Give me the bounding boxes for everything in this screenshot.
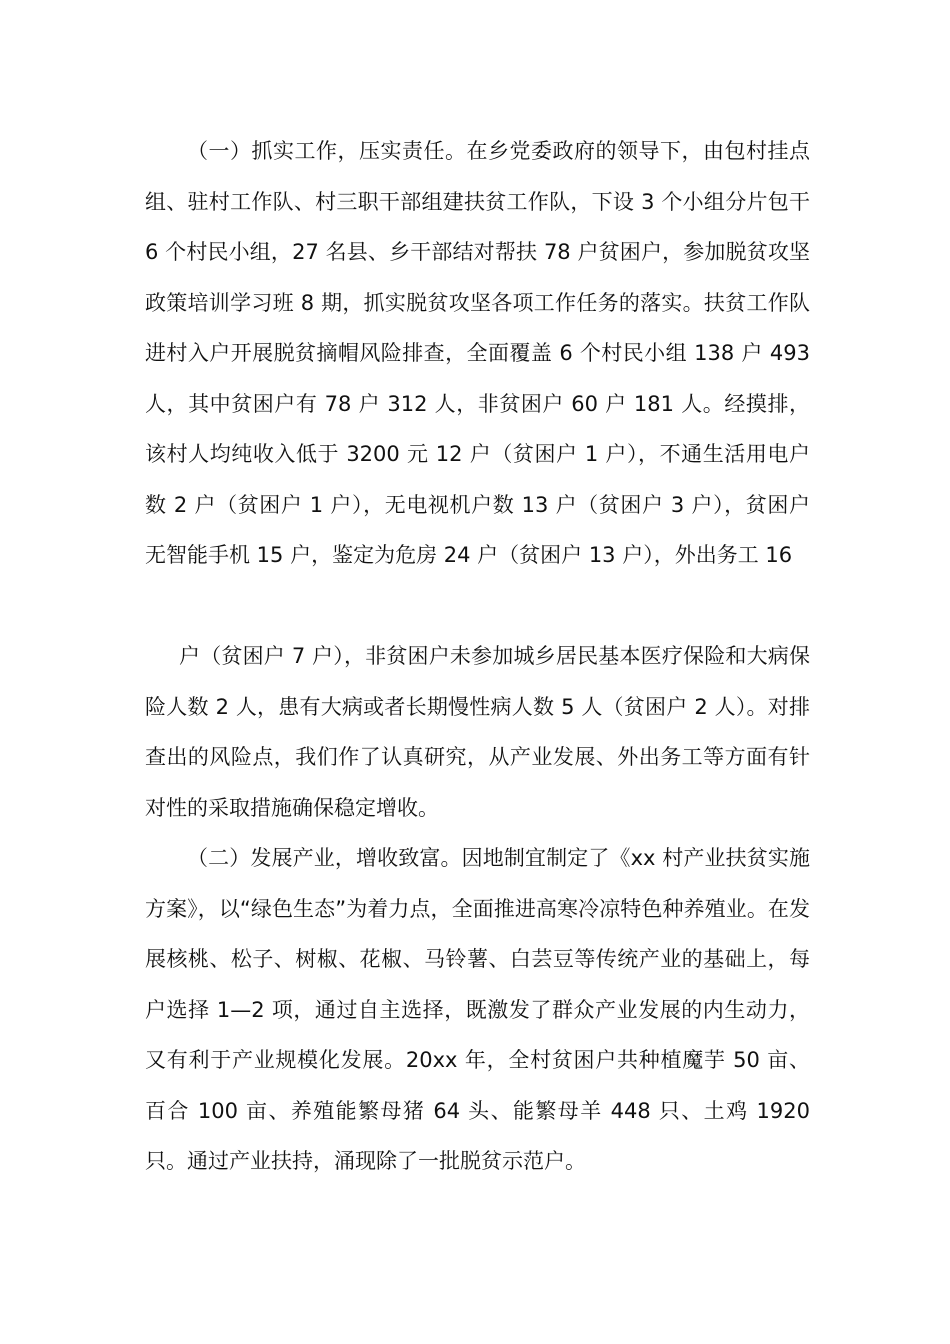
paragraph-industry: （二）发展产业，增收致富。因地制宜制定了《xx 村产业扶贫实施方案》，以“绿色生态”为着力点，全面推进高寒冷凉特色种养殖业。在发展核桃、松子、树椒、花椒、马铃薯、白芸豆等传统产业的基础上，每户选择 1—2 项，通过自主选择，既激发了群众产业发展的内生动力，又有利于产业规模化发展。20xx 年，全村贫困户共种植魔芋 50 亩、百合 100 亩、养殖能繁母猪 64 头、能繁母羊 448 只、土鸡 1920 只。通过产业扶持，涌现除了一批脱贫示范户。 xyxy=(145,846,810,1173)
paragraph-responsibility: （一）抓实工作，压实责任。在乡党委政府的领导下，由包村挂点组、驻村工作队、村三职干部组建扶贫工作队，下设 3 个小组分片包干 6 个村民小组，27 名县、乡干部结对帮扶 78 户贫困户，参加脱贫攻坚政策培训学习班 8 期，抓实脱贫攻坚各项工作任务的落实。扶贫工作队进村入户开展脱贫摘帽风险排查，全面覆盖 6 个村民小组 138 户 493 人，其中贫困户有 78 户 312 人，非贫困户 60 户 181 人。经摸排，该村人均纯收入低于 3200 元 12 户（贫困户 1 户），不通生活用电户数 2 户（贫困户 1 户），无电视机户数 13 户（贫困户 3 户），贫困户无智能手机 15 户，鉴定为危房 24 户（贫困户 13 户），外出务工 16 xyxy=(145,139,810,567)
paragraph-continuation: 户（贫困户 7 户），非贫困户未参加城乡居民基本医疗保险和大病保险人数 2 人，患有大病或者长期慢性病人数 5 人（贫困户 2 人）。对排查出的风险点，我们作了认真研究，从产业发展、外出务工等方面有针对性的采取措施确保稳定增收。 xyxy=(145,644,810,820)
